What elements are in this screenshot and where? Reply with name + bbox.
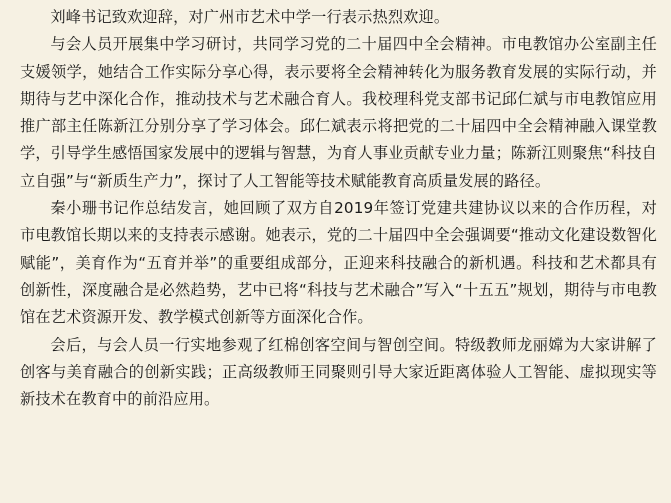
paragraph-study-session: 与会人员开展集中学习研讨，共同学习党的二十届四中全会精神。市电教馆办公室副主任支媛领学，她结合工作实际分享心得，表示要将全会精神转化为服务教育发展的实际行动，并期待与艺中深化合作，推动技术与艺术融合育人。我校理科党支部书记邱仁斌与市电教馆应用推广部主任陈新江分别分享了学习体会。邱仁斌表示将把党的二十届四中全会精神融入课堂教学，引导学生感悟国家发展中的逻辑与智慧，为育人事业贡献专业力量；陈新江则聚焦“科技自立自强”与“新质生产力”，探讨了人工智能等技术赋能教育高质量发展的路径。 <box>20 35 657 190</box>
paragraph-site-visit: 会后，与会人员一行实地参观了红棉创客空间与智创空间。特级教师龙丽嫦为大家讲解了创客与美育融合的创新实践；正高级教师王同聚则引导大家近距离体验人工智能、虚拟现实等新技术在教育中的前沿应用。 <box>20 335 657 409</box>
paragraph-welcome: 刘峰书记致欢迎辞，对广州市艺术中学一行表示热烈欢迎。 <box>50 8 450 26</box>
paragraph-summary-speech: 秦小珊书记作总结发言，她回顾了双方自2019年签订党建共建协议以来的合作历程，对市电教馆长期以来的支持表示感谢。她表示，党的二十届四中全会强调要“推动文化建设数智化赋能”，美育作为“五育并举”的重要组成部分，正迎来科技融合的新机遇。科技和艺术都具有创新性，深度融合是必然趋势，艺中已将“科技与艺术融合”写入“十五五”规划，期待与市电教馆在艺术资源开发、教学模式创新等方面深化合作。 <box>20 199 657 327</box>
